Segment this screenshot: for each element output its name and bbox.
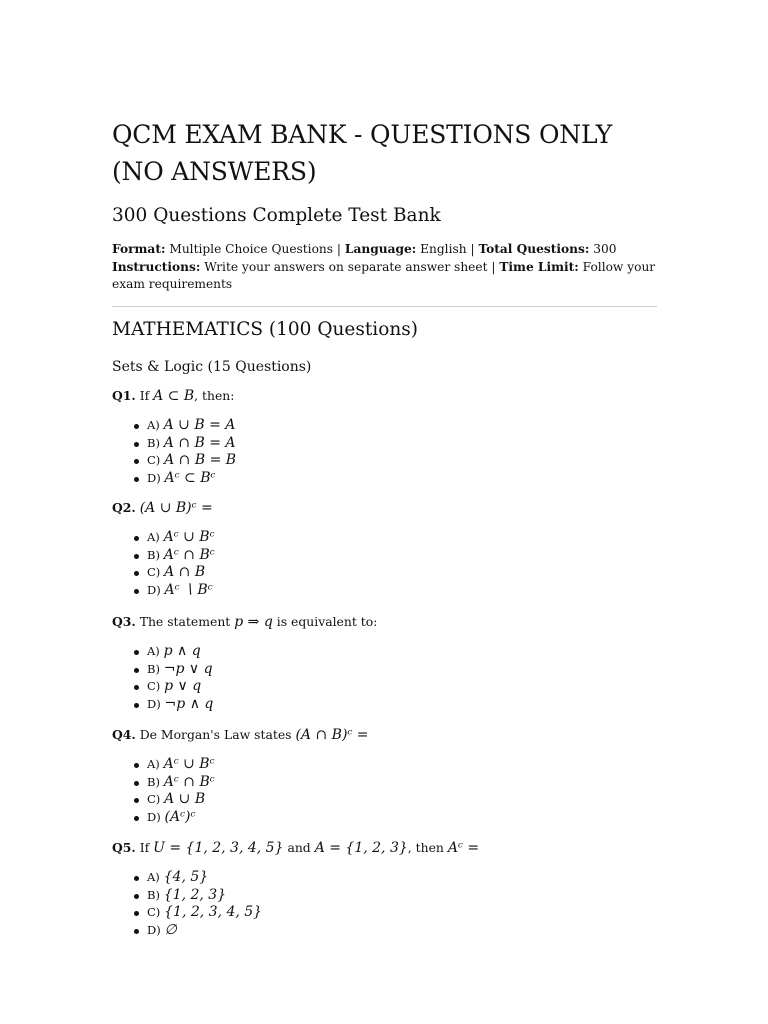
instructions-value: Write your answers on separate answer sheet |: [200, 259, 500, 274]
option-d[interactable]: D) ∅: [112, 922, 262, 940]
option-b[interactable]: B) A ∩ B = A: [112, 435, 236, 453]
option-b[interactable]: B) Aᶜ ∩ Bᶜ: [112, 774, 215, 792]
option-d[interactable]: D) Aᶜ ⊂ Bᶜ: [112, 470, 236, 488]
option-a[interactable]: A) {4, 5}: [112, 869, 262, 887]
question-math: (A ∪ B)ᶜ =: [139, 500, 213, 516]
question-text-end: , then:: [194, 388, 235, 403]
document-title: QCM EXAM BANK - QUESTIONS ONLY (NO ANSWERS): [112, 120, 613, 186]
subsection-heading: Sets & Logic (15 Questions): [112, 359, 312, 375]
option-a[interactable]: A) Aᶜ ∪ Bᶜ: [112, 756, 215, 774]
options-list-q3: [112, 643, 213, 713]
option-b[interactable]: B) ¬p ∨ q: [112, 661, 213, 679]
question-math: A ⊂ B: [153, 388, 195, 404]
option-c[interactable]: C) p ∨ q: [112, 678, 213, 696]
total-questions-value: 300: [589, 242, 617, 256]
option-c[interactable]: C) A ∪ B: [112, 791, 215, 809]
question-2: [112, 498, 213, 518]
question-1: [112, 386, 234, 406]
option-a[interactable]: A) p ∧ q: [112, 643, 213, 661]
option-b[interactable]: B) Aᶜ ∩ Bᶜ: [112, 547, 215, 565]
option-c[interactable]: C) A ∩ B: [112, 564, 215, 582]
options-list-q1: [112, 417, 236, 487]
time-limit-value: Follow your exam requirements: [112, 259, 656, 291]
question-5: [112, 838, 479, 858]
option-d[interactable]: D) Aᶜ ∖ Bᶜ: [112, 582, 215, 600]
question-number: Q4.: [112, 727, 136, 742]
question-text: If: [139, 388, 154, 403]
option-b[interactable]: B) {1, 2, 3}: [112, 887, 262, 905]
options-list-q2: [112, 529, 215, 599]
question-number: Q3.: [112, 614, 136, 629]
question-math-2: A = {1, 2, 3}: [314, 840, 408, 856]
format-label: Format:: [112, 242, 166, 256]
question-number: Q5.: [112, 840, 136, 855]
question-3: [112, 612, 377, 632]
section-heading: MATHEMATICS (100 Questions): [112, 319, 418, 340]
question-text: The statement: [139, 614, 235, 629]
question-text-mid: and: [283, 840, 315, 855]
option-d[interactable]: D) (Aᶜ)ᶜ: [112, 809, 215, 827]
question-number: Q1.: [112, 388, 136, 403]
question-math: U = {1, 2, 3, 4, 5}: [153, 840, 284, 856]
language-value: English |: [416, 242, 479, 256]
question-text: De Morgan's Law states: [139, 727, 296, 742]
question-4: [112, 725, 369, 745]
question-text-end: is equivalent to:: [272, 614, 378, 629]
option-a[interactable]: A) Aᶜ ∪ Bᶜ: [112, 529, 215, 547]
language-label: Language:: [344, 242, 417, 256]
options-list-q5: [112, 869, 262, 939]
question-math: p ⇒ q: [234, 614, 273, 630]
option-d[interactable]: D) ¬p ∧ q: [112, 696, 213, 714]
question-text: If: [139, 840, 154, 855]
time-limit-label: Time Limit:: [499, 259, 579, 274]
option-c[interactable]: C) A ∩ B = B: [112, 452, 236, 470]
document-subtitle: 300 Questions Complete Test Bank: [112, 205, 441, 226]
option-a[interactable]: A) A ∪ B = A: [112, 417, 236, 435]
question-number: Q2.: [112, 500, 136, 515]
section-divider: [112, 306, 657, 307]
format-value: Multiple Choice Questions |: [165, 242, 345, 256]
question-text-end: , then: [407, 840, 448, 855]
question-math: (A ∩ B)ᶜ =: [295, 727, 369, 743]
instructions-label: Instructions:: [112, 259, 201, 274]
option-c[interactable]: C) {1, 2, 3, 4, 5}: [112, 904, 262, 922]
options-list-q4: [112, 756, 215, 826]
question-math-3: Aᶜ =: [447, 840, 480, 856]
document-meta: [112, 241, 657, 294]
total-questions-label: Total Questions:: [478, 242, 590, 256]
